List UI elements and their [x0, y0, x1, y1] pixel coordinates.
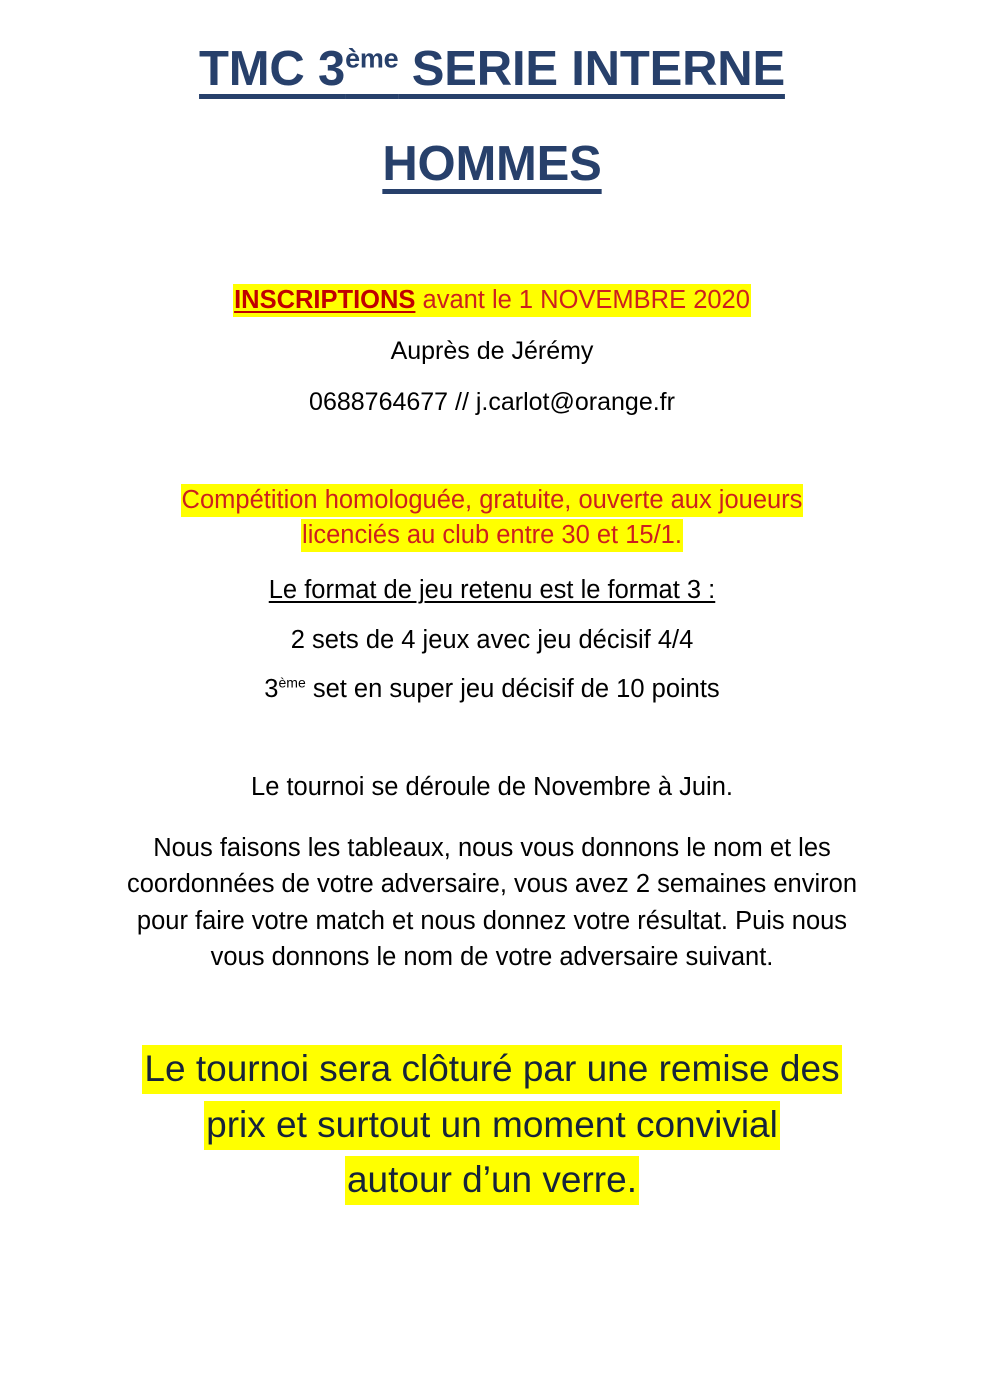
title-line-1: [0, 44, 984, 95]
schedule-section: [0, 772, 984, 975]
closing-section: [0, 1041, 984, 1208]
format-line-2-suffix: set en super jeu décisif de 10 points: [305, 675, 720, 704]
closing-line-3: [0, 1152, 984, 1208]
title-line-1-prefix: TMC 3: [199, 42, 346, 96]
procedure-paragraph: Nous faisons les tableaux, nous vous donnons le nom et les coordonnées de votre adversaire, vous avez 2 semaines environ pour faire votre match et nous donnez votre résultat. Puis nous vous donnons le nom de votre adversaire suivant.: [127, 834, 857, 971]
title-line-1-superscript: ème: [345, 43, 399, 74]
inscriptions-deadline: avant le 1 NOVEMBRE 2020: [415, 285, 750, 314]
format-title-line: [0, 578, 984, 604]
title-line-2-text: HOMMES: [382, 136, 602, 191]
contact-details: 0688764677 // j.carlot@orange.fr: [309, 388, 675, 417]
competition-highlight-line-2: [0, 518, 984, 552]
inscriptions-deadline-line: [0, 285, 984, 314]
format-line-2-superscript: ème: [278, 674, 306, 691]
closing-text-3: autour d’un verre.: [345, 1156, 639, 1205]
format-line-1: 2 sets de 4 jeux avec jeu décisif 4/4: [290, 625, 694, 654]
title-line-1-suffix: SERIE INTERNE: [398, 42, 785, 96]
title-line-2: [0, 136, 984, 191]
format-line-2-prefix: 3: [264, 675, 279, 704]
page-title: [0, 0, 984, 190]
format-line-2: [0, 674, 984, 704]
competition-highlight-text-1: Compétition homologuée, gratuite, ouverte aux joueurs: [181, 484, 804, 517]
closing-line-2: [0, 1097, 984, 1153]
tournament-period: Le tournoi se déroule de Novembre à Juin.: [251, 772, 733, 801]
format-title-text: Le format de jeu retenu est le format 3 :: [268, 576, 716, 605]
inscriptions-keyword: INSCRIPTIONS: [234, 285, 416, 314]
competition-highlight-text-2: licenciés au club entre 30 et 15/1.: [301, 519, 683, 552]
inscriptions-section: [0, 285, 984, 417]
contact-person: Auprès de Jérémy: [390, 337, 594, 366]
closing-text-1: Le tournoi sera clôturé par une remise des: [142, 1045, 841, 1094]
competition-section: [0, 483, 984, 702]
closing-line-1: [0, 1041, 984, 1097]
closing-text-2: prix et surtout un moment convivial: [204, 1101, 780, 1150]
competition-highlight-line-1: [0, 483, 984, 517]
